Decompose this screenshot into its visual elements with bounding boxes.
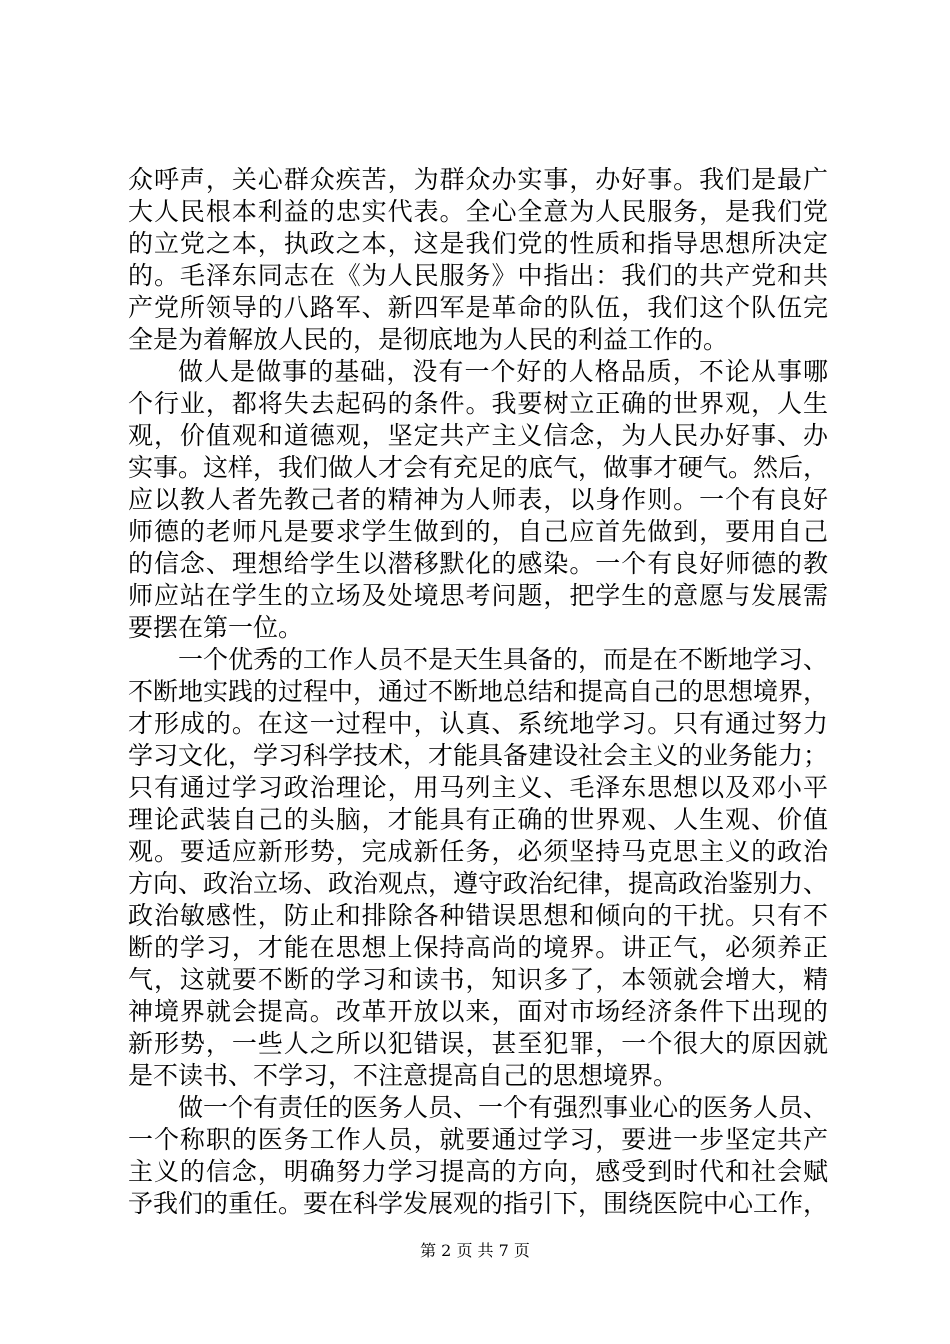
text-line: 才形成的。在这一过程中，认真、系统地学习。只有通过努力	[128, 709, 828, 738]
text-line: 实事。这样，我们做人才会有充足的底气，做事才硬气。然后，	[128, 453, 829, 482]
page-footer: 第 2 页 共 7 页	[420, 1241, 530, 1260]
text-line: 要摆在第一位。	[128, 613, 304, 642]
body-text	[128, 164, 828, 1220]
text-line: 一个称职的医务工作人员，就要通过学习，要进一步坚定共产	[128, 1125, 828, 1154]
text-line: 个行业，都将失去起码的条件。我要树立正确的世界观，人生	[128, 389, 828, 418]
text-line: 师应站在学生的立场及处境思考问题，把学生的意愿与发展需	[128, 581, 828, 610]
text-line: 神境界就会提高。改革开放以来，面对市场经济条件下出现的	[128, 997, 828, 1026]
text-line: 观。要适应新形势，完成新任务，必须坚持马克思主义的政治	[128, 837, 828, 866]
text-line: 主义的信念，明确努力学习提高的方向，感受到时代和社会赋	[128, 1157, 828, 1186]
text-line: 师德的老师凡是要求学生做到的，自己应首先做到，要用自己	[128, 517, 828, 546]
text-line: 的立党之本，执政之本，这是我们党的性质和指导思想所决定	[128, 229, 828, 258]
text-line: 学习文化，学习科学技术，才能具备建设社会主义的业务能力；	[128, 741, 829, 770]
text-line: 予我们的重任。要在科学发展观的指引下，围绕医院中心工作，	[128, 1189, 829, 1218]
text-line: 方向、政治立场、政治观点，遵守政治纪律，提高政治鉴别力、	[128, 869, 829, 898]
text-line: 气，这就要不断的学习和读书，知识多了，本领就会增大，精	[128, 965, 828, 994]
text-line: 一个优秀的工作人员不是天生具备的，而是在不断地学习、	[178, 645, 829, 674]
text-line: 新形势，一些人之所以犯错误，甚至犯罪，一个很大的原因就	[128, 1029, 828, 1058]
text-line: 观，价值观和道德观，坚定共产主义信念，为人民办好事、办	[128, 421, 828, 450]
text-line: 做一个有责任的医务人员、一个有强烈事业心的医务人员、	[178, 1093, 829, 1122]
text-line: 只有通过学习政治理论，用马列主义、毛泽东思想以及邓小平	[128, 773, 828, 802]
text-line: 产党所领导的八路军、新四军是革命的队伍，我们这个队伍完	[128, 293, 828, 322]
text-line: 大人民根本利益的忠实代表。全心全意为人民服务，是我们党	[128, 197, 828, 226]
text-line: 断的学习，才能在思想上保持高尚的境界。讲正气，必须养正	[128, 933, 828, 962]
text-line: 应以教人者先教己者的精神为人师表，以身作则。一个有良好	[128, 485, 828, 514]
text-line: 做人是做事的基础，没有一个好的人格品质，不论从事哪	[178, 357, 828, 386]
text-line: 的信念、理想给学生以潜移默化的感染。一个有良好师德的教	[128, 549, 828, 578]
text-line: 理论武装自己的头脑，才能具有正确的世界观、人生观、价值	[128, 805, 828, 834]
text-line: 众呼声，关心群众疾苦，为群众办实事，办好事。我们是最广	[128, 165, 828, 194]
text-line: 的。毛泽东同志在《为人民服务》中指出：我们的共产党和共	[128, 261, 828, 290]
text-line: 是不读书、不学习，不注意提高自己的思想境界。	[128, 1061, 679, 1090]
text-line: 政治敏感性，防止和排除各种错误思想和倾向的干扰。只有不	[128, 901, 828, 930]
text-line: 全是为着解放人民的，是彻底地为人民的利益工作的。	[128, 325, 729, 354]
text-line: 不断地实践的过程中，通过不断地总结和提高自己的思想境界，	[128, 677, 829, 706]
